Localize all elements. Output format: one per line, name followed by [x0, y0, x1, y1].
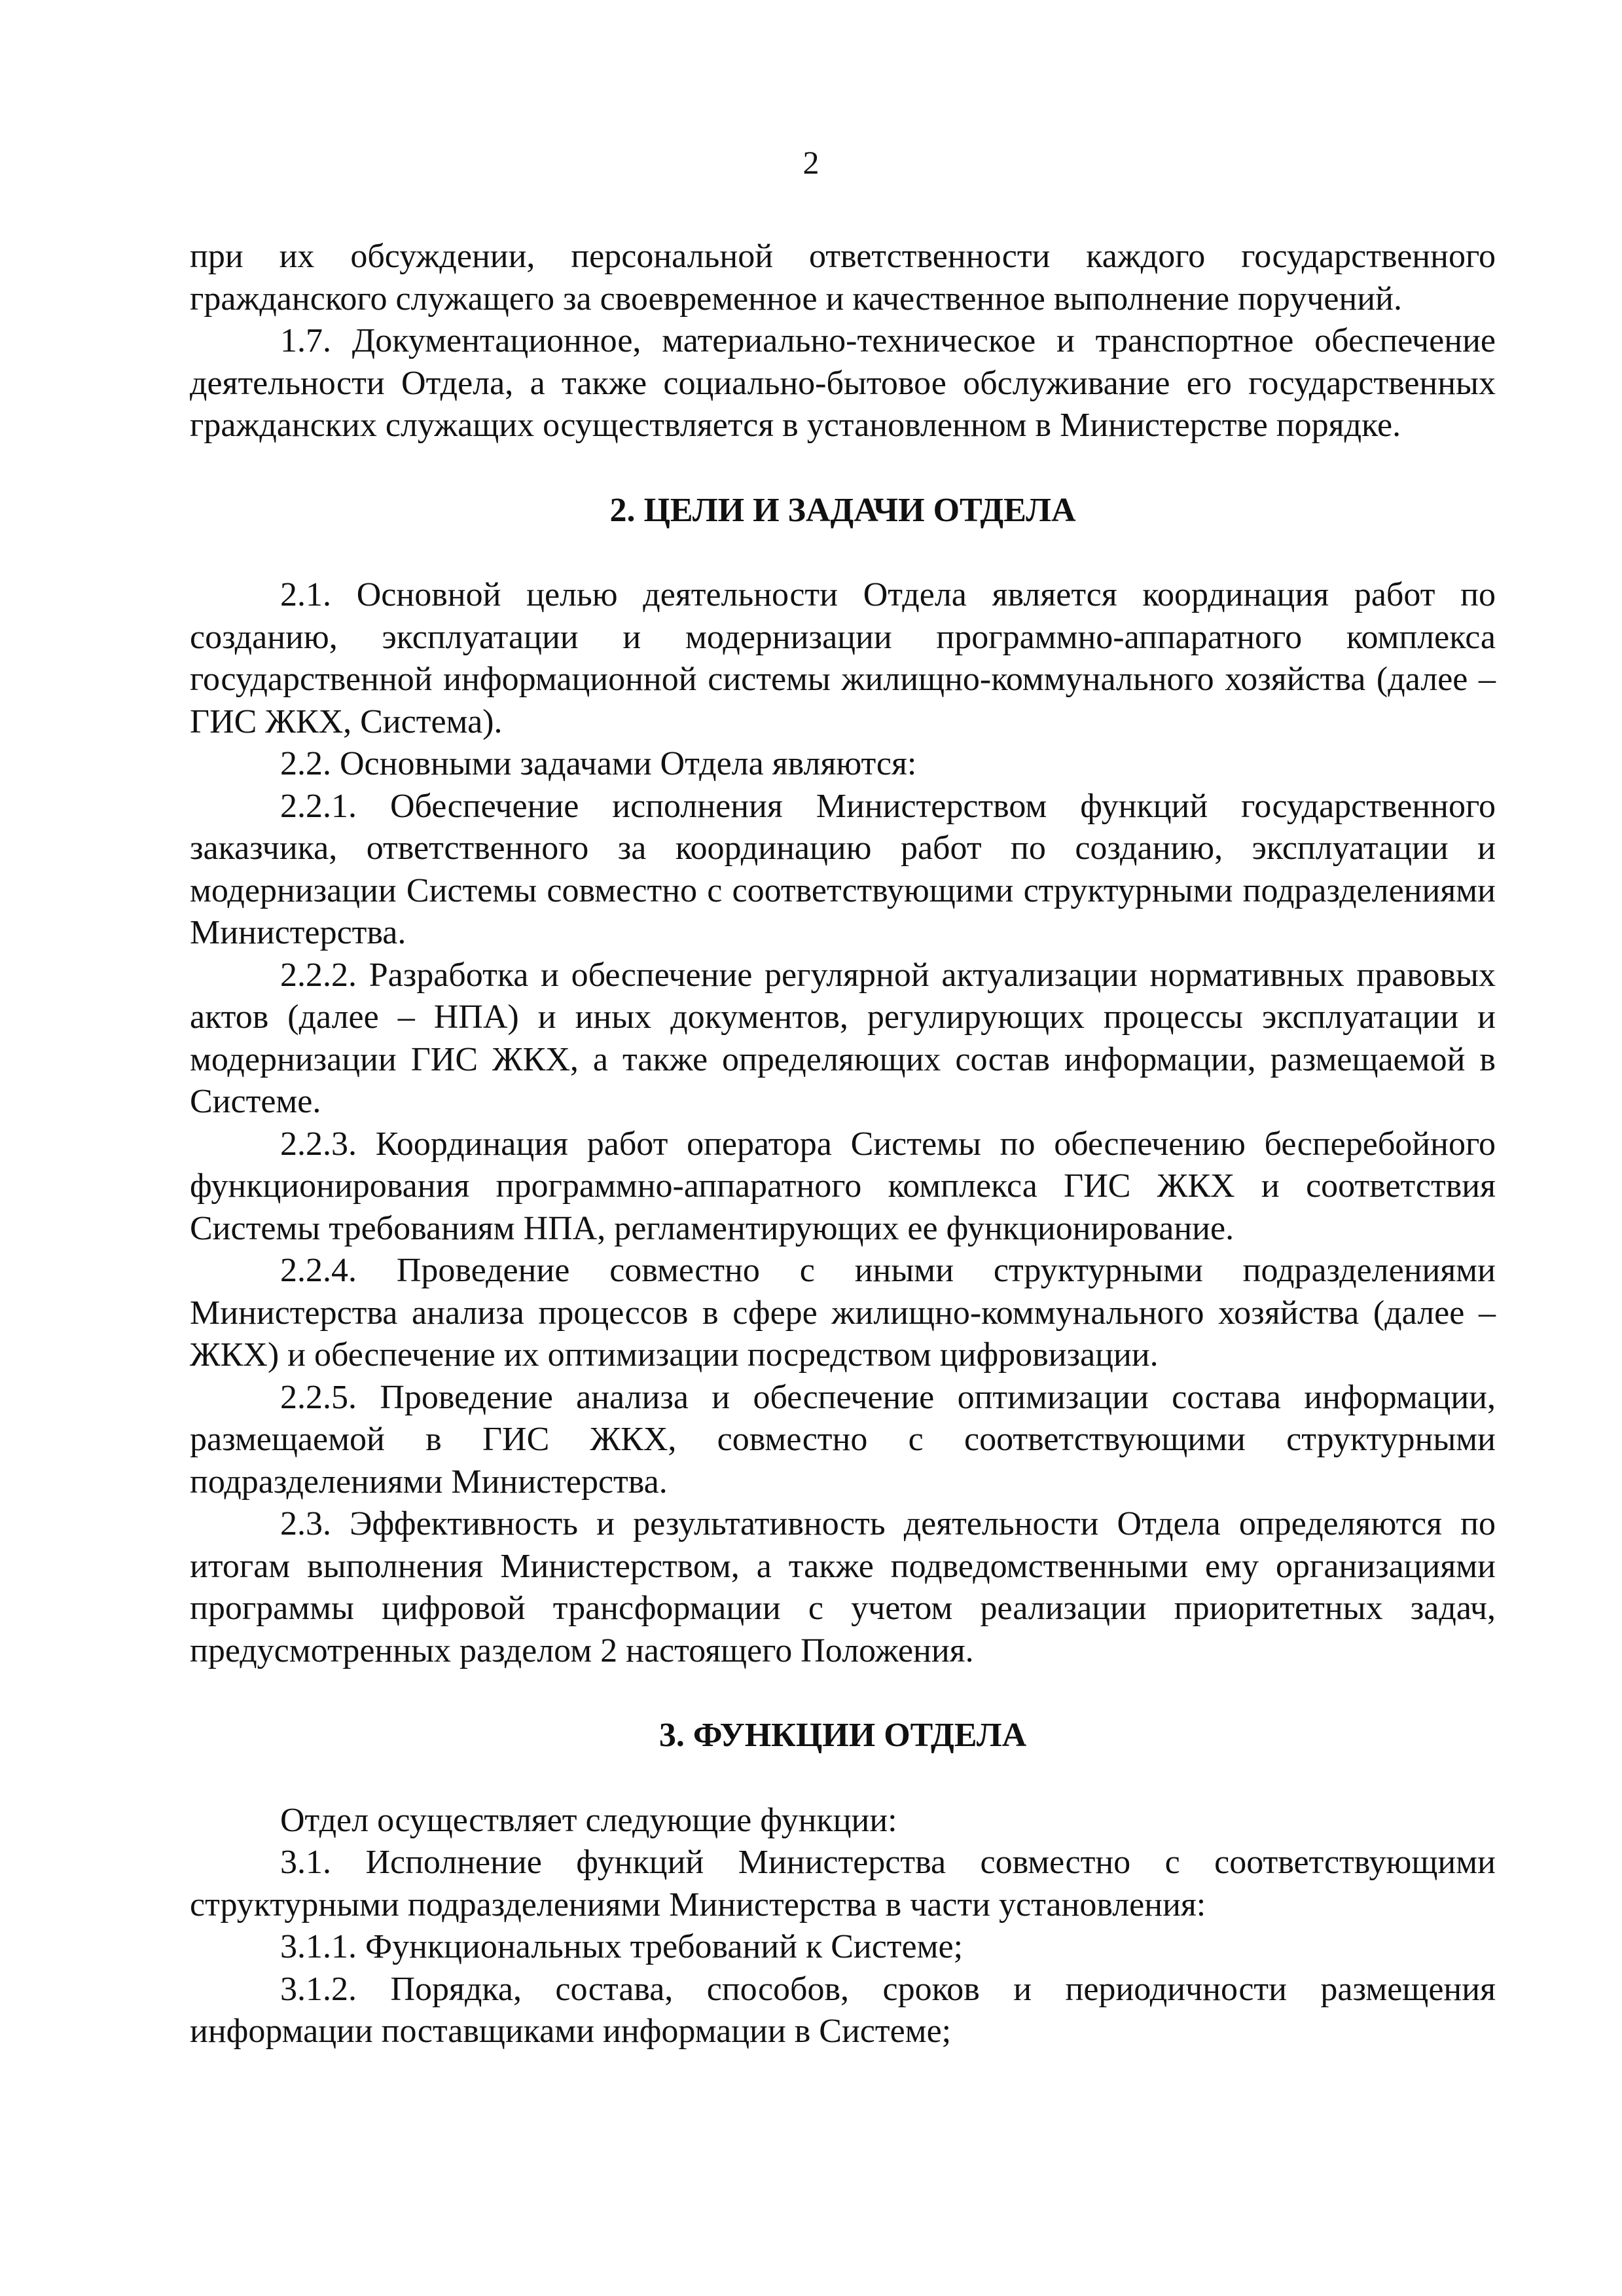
- paragraph-2-2-1: 2.2.1. Обеспечение исполнения Министерством функций государственного заказчика, ответственного за координацию работ по созданию, эксплуатации и модернизации Системы совместно с соответствующими структурными подразделениями Министерства.: [190, 787, 1496, 951]
- section-heading-functions: 3. ФУНКЦИИ ОТДЕЛА: [658, 1717, 1027, 1754]
- paragraph-3-1: 3.1. Исполнение функций Министерства совместно с соответствующими структурными подразделениями Министерства в части установления:: [190, 1844, 1496, 1923]
- paragraph-2-2-4: 2.2.4. Проведение совместно с иными структурными подразделениями Министерства анализа процессов в сфере жилищно-коммунального хозяйства (далее – ЖКХ) и обеспечение их оптимизации посредством цифровизации.: [190, 1252, 1496, 1374]
- paragraph-1-7: 1.7. Документационное, материально-техническое и транспортное обеспечение деятельности Отдела, а также социально-бытовое обслуживание его государственных гражданских служащих осуществляется в установленном в Министерстве порядке.: [190, 322, 1496, 444]
- document-body: [190, 236, 1496, 2053]
- paragraph-3-1-2: 3.1.2. Порядка, состава, способов, сроков и периодичности размещения информации поставщиками информации в Системе;: [190, 1970, 1496, 2050]
- paragraph-3-1-1: 3.1.1. Функциональных требований к Системе;: [280, 1928, 964, 1965]
- paragraph-2-2-2: 2.2.2. Разработка и обеспечение регулярной актуализации нормативных правовых актов (далее – НПА) и иных документов, регулирующих процессы эксплуатации и модернизации ГИС ЖКХ, а также определяющих состав информации, размещаемой в Системе.: [190, 956, 1496, 1120]
- paragraph-continuation: при их обсуждении, персональной ответственности каждого государственного гражданского служащего за своевременное и качественное выполнение поручений.: [190, 238, 1496, 318]
- paragraph-2-1: 2.1. Основной целью деятельности Отдела является координация работ по созданию, эксплуатации и модернизации программно-аппаратного комплекса государственной информационной системы жилищно-коммунального хозяйства (далее – ГИС ЖКХ, Система).: [190, 576, 1496, 740]
- paragraph-2-2: 2.2. Основными задачами Отдела являются:: [280, 745, 917, 782]
- paragraph-2-2-5: 2.2.5. Проведение анализа и обеспечение оптимизации состава информации, размещаемой в ГИС ЖКХ, совместно с соответствующими структурными подразделениями Министерства.: [190, 1378, 1496, 1501]
- paragraph-2-2-3: 2.2.3. Координация работ оператора Системы по обеспечению бесперебойного функционирования программно-аппаратного комплекса ГИС ЖКХ и соответствия Системы требованиям НПА, регламентирующих ее функционирование.: [190, 1125, 1496, 1247]
- section-heading-goals: 2. ЦЕЛИ И ЗАДАЧИ ОТДЕЛА: [609, 491, 1076, 529]
- paragraph-functions-intro: Отдел осуществляет следующие функции:: [280, 1801, 897, 1839]
- page-number: 2: [802, 144, 820, 181]
- paragraph-2-3: 2.3. Эффективность и результативность деятельности Отдела определяются по итогам выполнения Министерством, а также подведомственными ему организациями программы цифровой трансформации с учетом реализации приоритетных задач, предусмотренных разделом 2 настоящего Положения.: [190, 1505, 1496, 1669]
